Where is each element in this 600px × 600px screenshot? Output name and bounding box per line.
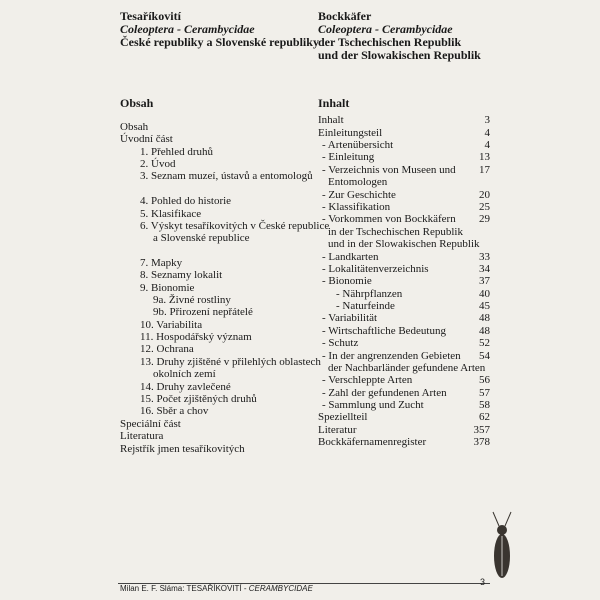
left-toc-entry-label: 12. Ochrana [140,343,194,355]
left-toc-entry-label: Úvodní část [120,133,173,145]
right-toc-entry-page: 58 [479,399,490,411]
right-toc-entry-label: - Schutz [322,337,359,349]
right-toc-entry-label: in der Tschechischen Republik [328,226,463,238]
left-toc-entry-label: 4. Pohled do historie [140,195,232,207]
footer-author: Milan E. F. Sláma: [120,584,187,593]
right-toc-entry-label: Entomologen [328,176,388,188]
left-toc-entry-label: 6. Výskyt tesaříkovitých v České republice [140,220,330,232]
right-toc-entry-label: - Klassifikation [322,201,391,213]
right-toc-entry-page: 33 [479,251,490,263]
right-toc-entry-label: - Nährpflanzen [336,288,403,300]
right-toc-entry-label: - Zahl der gefundenen Arten [322,387,447,399]
right-toc-entry-label: Einleitungsteil [318,127,383,139]
left-toc-entry-label: 11. Hospodářský význam [140,331,252,343]
left-toc-entry-label: Literatura [120,430,164,442]
left-header-subtitle: Coleoptera - Cerambycidae [120,22,255,36]
right-toc-entry-label: und in der Slowakischen Republik [328,238,480,250]
right-header-region-1: der Tschechischen Republik [318,35,462,49]
left-toc-entry-label: 7. Mapky [140,257,183,269]
right-toc-entry-page: 37 [479,275,490,287]
right-toc-entry-page: 52 [479,337,490,349]
left-section-title: Obsah [120,96,154,110]
left-toc-entry-label: 2. Úvod [140,158,176,170]
right-toc-entry-label: - Verschleppte Arten [322,374,413,386]
right-toc-entry-label: - Variabilität [322,312,378,324]
right-toc-entry-label: - Naturfeinde [336,300,395,312]
left-toc-entry-label: 8. Seznamy lokalit [140,269,223,281]
right-header-title: Bockkäfer [318,9,372,23]
left-toc-entry-label: Obsah [120,121,149,133]
left-toc-entry-label: 16. Sběr a chov [140,405,209,417]
right-toc-entry-label: - Zur Geschichte [322,189,396,201]
right-toc-entry-label: der Nachbarländer gefundene Arten [328,362,486,374]
right-toc-entry-page: 29 [479,213,490,225]
right-toc-entry-page: 56 [479,374,490,386]
right-header-region-2: und der Slowakischen Republik [318,48,481,62]
right-toc-entry-page: 357 [473,424,490,436]
left-header-title: Tesaříkovití [120,9,181,23]
right-toc-entry-label: - Bionomie [322,275,372,287]
right-toc-entry-label: - Landkarten [322,251,379,263]
left-toc-entry-label: 9a. Živné rostliny [153,294,231,306]
right-toc-entry-page: 4 [484,139,490,151]
left-toc-entry-label: 9. Bionomie [140,282,195,294]
right-toc-entry-label: - Einleitung [322,151,375,163]
page-number: 3 [480,577,486,587]
right-toc-entry-label: - Verzeichnis von Museen und [322,164,456,176]
left-toc-entry-label: 3. Seznam muzeí, ústavů a entomologů [140,170,313,182]
right-toc-entry-label: Literatur [318,424,357,436]
right-toc-entry-page: 25 [479,201,490,213]
right-toc-entry-page: 40 [479,288,490,300]
right-toc-entry-label: - Wirtschaftliche Bedeutung [322,325,446,337]
right-toc-entry-page: 57 [479,387,490,399]
right-toc-entry-page: 4 [484,127,490,139]
left-header-region: České republiky a Slovenské republiky [120,35,319,49]
left-toc-entry-label: a Slovenské republice [153,232,250,244]
right-toc-entry-page: 48 [479,312,490,324]
right-toc-entry-label: - Vorkommen von Bockkäfern [322,213,456,225]
right-toc-entry-label: Inhalt [318,114,344,126]
left-toc [120,0,330,600]
right-toc-entry-label: - Lokalitätenverzeichnis [322,263,429,275]
left-toc-entry-label: 5. Klasifikace [140,208,202,220]
left-toc-entry-label: Speciální část [120,418,181,430]
left-toc-entry-label: 15. Počet zjištěných druhů [140,393,257,405]
right-header-subtitle: Coleoptera - Cerambycidae [318,22,453,36]
right-toc-entry-label: - In der angrenzenden Gebieten [322,350,461,362]
left-toc-entry-label: 14. Druhy zavlečené [140,381,231,393]
right-toc-entry-page: 17 [479,164,490,176]
right-toc-entry-page: 20 [479,189,490,201]
right-section-title: Inhalt [318,96,350,110]
right-toc-entry-label: - Artenübersicht [322,139,394,151]
beetle-illustration [490,510,514,590]
left-toc-entry-label: 13. Druhy zjištěné v přilehlých oblastech [140,356,321,368]
left-toc-entry-label: 10. Variabilita [140,319,203,331]
left-toc-entry-label: okolních zemí [153,368,216,380]
footer [120,584,313,593]
footer-title-italic: CERAMBYCIDAE [248,584,313,593]
right-toc-entry-page: 13 [479,151,490,163]
right-toc-entry-page: 62 [479,411,490,423]
right-toc-entry-label: Speziellteil [318,411,368,423]
right-toc-entry-page: 34 [479,263,490,275]
right-toc-entry-page: 45 [479,300,490,312]
right-toc [318,0,490,600]
right-toc-entry-page: 378 [473,436,490,448]
right-toc-entry-page: 48 [479,325,490,337]
left-toc-entry-label: 9b. Přirození nepřátelé [153,306,253,318]
footer-title: TESAŘÍKOVITÍ - [186,584,249,593]
left-toc-entry-label: Rejstřík jmen tesaříkovitých [120,443,245,455]
right-toc-entry-label: Bockkäfernamenregister [318,436,427,448]
right-toc-entry-page: 3 [484,114,490,126]
left-toc-entry-label: 1. Přehled druhů [140,146,214,158]
right-toc-entry-page: 54 [479,350,490,362]
right-toc-entry-label: - Sammlung und Zucht [322,399,424,411]
